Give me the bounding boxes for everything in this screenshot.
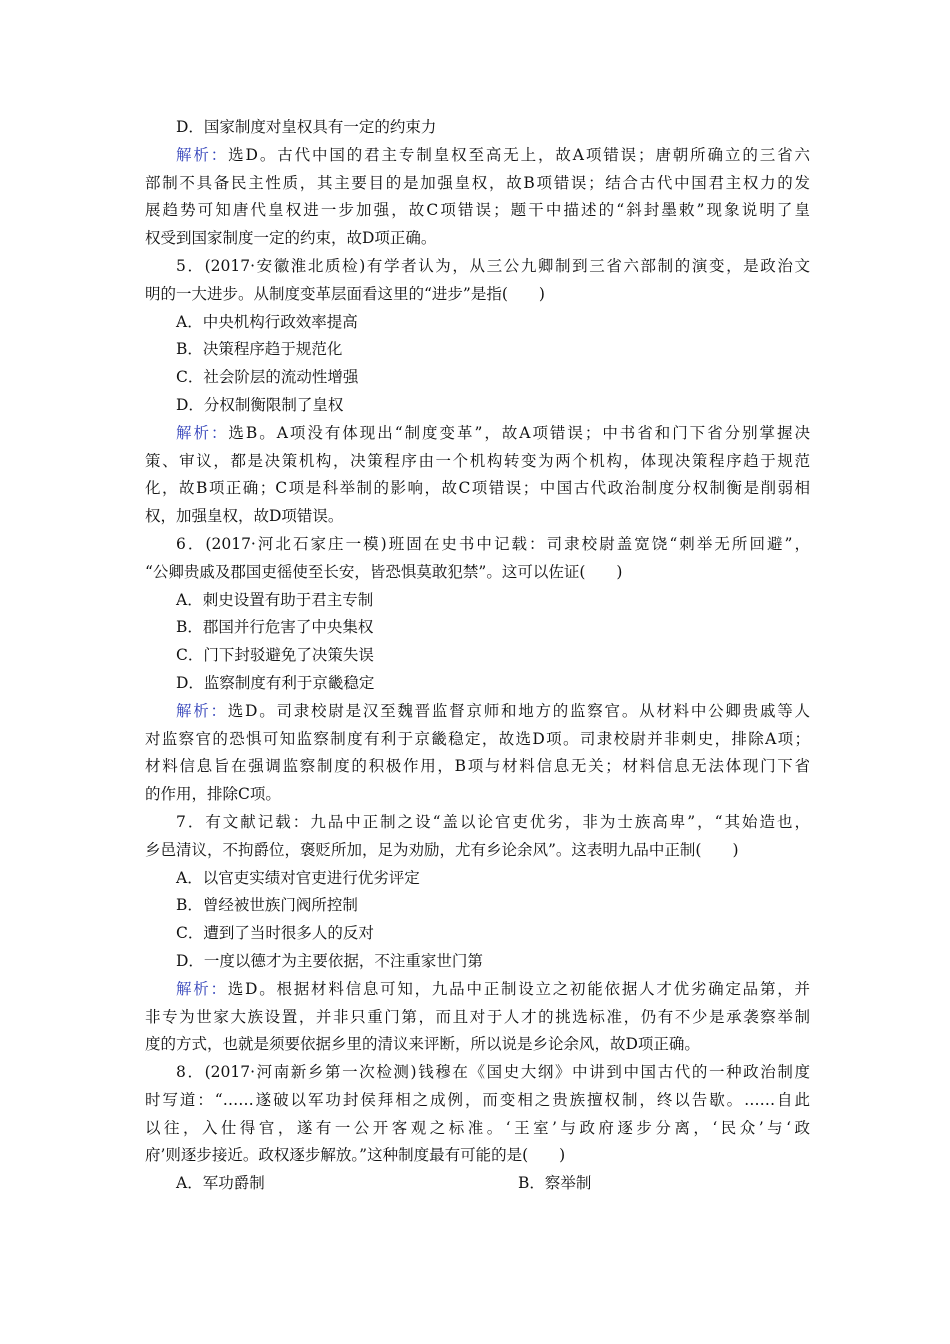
text-line	[145, 503, 810, 531]
answer-option	[145, 114, 810, 142]
analysis-label: 解析：	[176, 979, 228, 998]
text-line	[145, 837, 810, 865]
line-text: A．刺史设置有助于君主专制	[176, 590, 374, 609]
answer-option	[145, 587, 810, 615]
line-text: 选D。古代中国的君主专制皇权至高无上，故A项错误；唐朝所确立的三省六	[228, 145, 810, 164]
answer-option	[145, 364, 810, 392]
option-b: B．察举制	[518, 1174, 592, 1193]
analysis-label: 解析：	[176, 145, 229, 164]
line-text: 权，加强皇权，故D项错误。	[145, 507, 344, 526]
line-text: 策、审议，都是决策机构，决策程序由一个机构转变为两个机构，体现决策程序趋于规范	[145, 451, 810, 470]
text-line	[145, 781, 810, 809]
line-text: C．门下封驳避免了决策失误	[176, 646, 374, 665]
answer-option	[145, 642, 810, 670]
line-text: 明的一大进步。从制度变革层面看这里的“进步”是指( )	[145, 284, 545, 303]
line-text: B．决策程序趋于规范化	[176, 340, 343, 359]
line-text: 展趋势可知唐代皇权进一步加强，故C项错误；题干中描述的“斜封墨敕”现象说明了皇	[145, 201, 810, 220]
line-text: D．一度以德才为主要依据，不注重家世门第	[176, 951, 483, 970]
analysis-paragraph	[145, 142, 810, 170]
analysis-label: 解析：	[176, 701, 228, 720]
line-text: 的作用，排除C项。	[145, 785, 281, 804]
answer-option	[145, 336, 810, 364]
answer-option	[145, 920, 810, 948]
answer-option	[145, 392, 810, 420]
line-text: 7．有文献记载：九品中正制之设“盖以论官吏优劣，非为士族高卑”，“其始造也，	[176, 812, 810, 831]
line-text: 选D。司隶校尉是汉至魏晋监督京师和地方的监察官。从材料中公卿贵戚等人	[227, 701, 810, 720]
analysis-label: 解析：	[176, 423, 229, 442]
line-text: 对监察官的恐惧可知监察制度有利于京畿稳定，故选D项。司隶校尉并非刺史，排除A项；	[145, 729, 810, 748]
text-line	[145, 1087, 810, 1115]
line-text: A．中央机构行政效率提高	[176, 312, 358, 331]
analysis-paragraph	[145, 420, 810, 448]
text-line	[145, 1004, 810, 1032]
analysis-paragraph	[145, 976, 810, 1004]
line-text: D．监察制度有利于京畿稳定	[176, 673, 375, 692]
document-page	[145, 114, 810, 1198]
line-text: 非专为世家大族设置，并非只重门第，而且对于人才的挑选标准，仍有不少是承袭察举制	[145, 1007, 810, 1026]
line-text: D．分权制衡限制了皇权	[176, 395, 344, 414]
question-stem	[145, 253, 810, 281]
option-a: A．军功爵制	[176, 1174, 265, 1193]
text-line	[145, 753, 810, 781]
text-line	[145, 225, 810, 253]
answer-option	[145, 614, 810, 642]
line-text: 部制不具备民主性质，其主要目的是加强皇权，故B项错误；结合古代中国君主权力的发	[145, 173, 810, 192]
text-line	[145, 475, 810, 503]
text-line	[145, 726, 810, 754]
option-pair	[145, 1170, 810, 1198]
text-line	[145, 559, 810, 587]
line-text: C．遭到了当时很多人的反对	[176, 924, 374, 943]
text-line	[145, 448, 810, 476]
text-line	[145, 281, 810, 309]
line-text: 度的方式，也就是须要依据乡里的清议来评断，所以说是乡论余风，故D项正确。	[145, 1035, 700, 1054]
text-line	[145, 197, 810, 225]
answer-option	[145, 670, 810, 698]
text-line	[145, 1115, 810, 1143]
line-text: 选B。A项没有体现出“制度变革”，故A项错误；中书省和门下省分别掌握决	[228, 423, 810, 442]
analysis-paragraph	[145, 698, 810, 726]
line-text: 以往，入仕得官，遂有一公开客观之标准。‘王室’与政府逐步分离，‘民众’与‘政	[145, 1118, 810, 1137]
text-line	[145, 1142, 810, 1170]
line-text: 乡邑清议，不拘爵位，褒贬所加，足为劝励，尤有乡论余风”。这表明九品中正制( )	[145, 840, 739, 859]
answer-option	[145, 309, 810, 337]
line-text: 化，故B项正确；C项是科举制的影响，故C项错误；中国古代政治制度分权制衡是削弱相	[145, 479, 810, 498]
question-stem	[145, 531, 810, 559]
line-text: 时写道：“……遂破以军功封侯拜相之成例，而变相之贵族擅权制，终以告歇。……自此	[145, 1090, 810, 1109]
answer-option	[145, 865, 810, 893]
line-text: 选D。根据材料信息可知，九品中正制设立之初能依据人才优劣确定品第，并	[227, 979, 810, 998]
line-text: 5．(2017·安徽淮北质检)有学者认为，从三公九卿制到三省六部制的演变，是政治文	[176, 256, 810, 275]
question-stem	[145, 809, 810, 837]
line-text: B．郡国并行危害了中央集权	[176, 618, 374, 637]
line-text: 权受到国家制度一定的约束，故D项正确。	[145, 229, 437, 248]
line-text: 府’则逐步接近。政权逐步解放。”这种制度最有可能的是( )	[145, 1146, 566, 1165]
line-text: 8．(2017·河南新乡第一次检测)钱穆在《国史大纲》中讲到中国古代的一种政治制度	[176, 1063, 810, 1082]
line-text: C．社会阶层的流动性增强	[176, 368, 359, 387]
line-text: D．国家制度对皇权具有一定的约束力	[176, 118, 437, 136]
question-stem	[145, 1059, 810, 1087]
answer-option	[145, 948, 810, 976]
line-text: A．以官吏实绩对官吏进行优劣评定	[176, 868, 420, 887]
line-text: 材料信息旨在强调监察制度的积极作用，B项与材料信息无关；材料信息无法体现门下省	[145, 757, 810, 776]
line-text: B．曾经被世族门阀所控制	[176, 896, 358, 915]
line-text: “公卿贵戚及郡国吏徭使至长安，皆恐惧莫敢犯禁”。这可以佐证( )	[145, 562, 623, 581]
answer-option	[145, 892, 810, 920]
line-text: 6．(2017·河北石家庄一模)班固在史书中记载：司隶校尉盖宽饶“刺举无所回避”，	[176, 534, 810, 553]
text-line	[145, 1031, 810, 1059]
text-line	[145, 170, 810, 198]
